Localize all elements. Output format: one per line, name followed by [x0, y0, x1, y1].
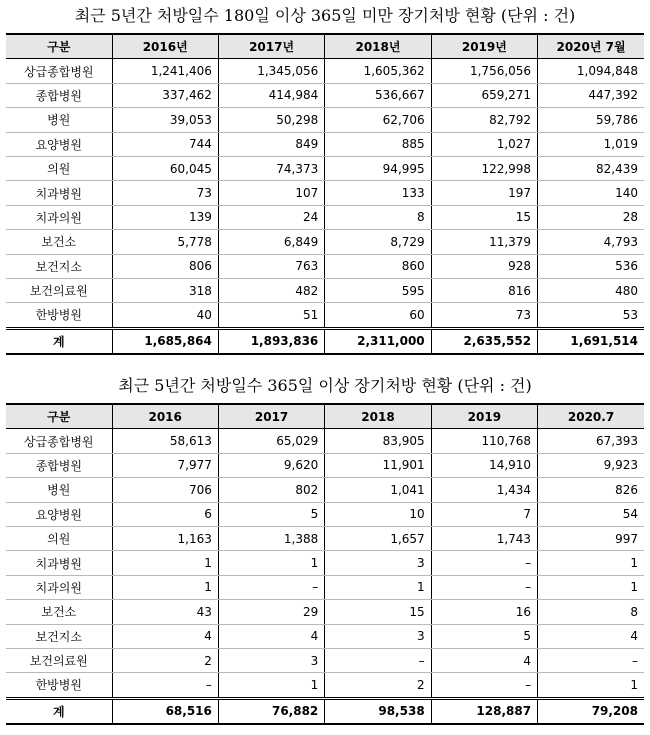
row-label: 병원 [6, 108, 112, 132]
row-label: 보건지소 [6, 624, 112, 648]
column-header: 2017년 [218, 34, 324, 59]
table-row [6, 278, 644, 302]
table-row [6, 132, 644, 156]
total-cell: 2,635,552 [431, 328, 537, 354]
row-label: 상급종합병원 [6, 59, 112, 83]
table1-title: 최근 5년간 처방일수 180일 이상 365일 미만 장기처방 현황 (단위 : 건) [74, 6, 576, 25]
table-cell: 16 [431, 600, 537, 624]
row-label: 의원 [6, 526, 112, 550]
total-cell: 76,882 [218, 698, 324, 724]
table-cell: 140 [538, 181, 644, 205]
table-row [6, 59, 644, 83]
row-label: 보건의료원 [6, 278, 112, 302]
table-cell: 82,439 [538, 156, 644, 180]
table-cell: 6,849 [218, 230, 324, 254]
table-cell: 885 [325, 132, 431, 156]
row-label: 병원 [6, 478, 112, 502]
table-cell: 1,019 [538, 132, 644, 156]
table-cell: 659,271 [431, 83, 537, 107]
table-cell: 1 [538, 575, 644, 599]
table-cell: 1,094,848 [538, 59, 644, 83]
table-cell: 1,605,362 [325, 59, 431, 83]
total-row [6, 698, 644, 724]
row-label: 의원 [6, 156, 112, 180]
table-cell: 15 [325, 600, 431, 624]
table-cell: 67,393 [538, 429, 644, 453]
table-cell: 1,434 [431, 478, 537, 502]
table-cell: 9,923 [538, 453, 644, 477]
table-row [6, 624, 644, 648]
table-cell: 73 [112, 181, 218, 205]
table-cell: – [431, 551, 537, 575]
table-row [6, 551, 644, 575]
table-cell: 29 [218, 600, 324, 624]
row-label: 보건소 [6, 230, 112, 254]
table-cell: 65,029 [218, 429, 324, 453]
table-cell: 763 [218, 254, 324, 278]
table-cell: 197 [431, 181, 537, 205]
table-cell: 74,373 [218, 156, 324, 180]
table-cell: 139 [112, 205, 218, 229]
table-row [6, 502, 644, 526]
row-label: 보건소 [6, 600, 112, 624]
column-header: 2016년 [112, 34, 218, 59]
column-header: 2020.7 [538, 404, 644, 429]
table-row [6, 181, 644, 205]
table-cell: 1,163 [112, 526, 218, 550]
column-header: 2019년 [431, 34, 537, 59]
table-cell: 39,053 [112, 108, 218, 132]
row-label: 종합병원 [6, 453, 112, 477]
table-cell: 15 [431, 205, 537, 229]
column-header: 2018 [325, 404, 431, 429]
table-cell: 1,756,056 [431, 59, 537, 83]
table-cell: 59,786 [538, 108, 644, 132]
table-cell: 447,392 [538, 83, 644, 107]
table1 [6, 33, 644, 355]
table-cell: 3 [325, 551, 431, 575]
total-cell: 128,887 [431, 698, 537, 724]
table-cell: 826 [538, 478, 644, 502]
table-cell: 10 [325, 502, 431, 526]
total-cell: 98,538 [325, 698, 431, 724]
table-cell: 1,027 [431, 132, 537, 156]
row-label: 한방병원 [6, 673, 112, 698]
table-row [6, 600, 644, 624]
table-row [6, 648, 644, 672]
table-cell: 1 [218, 673, 324, 698]
table-cell: 11,901 [325, 453, 431, 477]
table-row [6, 575, 644, 599]
table-cell: 28 [538, 205, 644, 229]
table-cell: 94,995 [325, 156, 431, 180]
table-row [6, 303, 644, 328]
table-cell: 58,613 [112, 429, 218, 453]
column-header: 2019 [431, 404, 537, 429]
table-cell: 73 [431, 303, 537, 328]
table-cell: 8 [325, 205, 431, 229]
table-cell: 802 [218, 478, 324, 502]
table-cell: 4 [112, 624, 218, 648]
table-cell: 816 [431, 278, 537, 302]
table-cell: 1,388 [218, 526, 324, 550]
table-cell: 82,792 [431, 108, 537, 132]
table-cell: 595 [325, 278, 431, 302]
table-cell: 8,729 [325, 230, 431, 254]
table-cell: 6 [112, 502, 218, 526]
table2-title: 최근 5년간 처방일수 365일 이상 장기처방 현황 (단위 : 건) [118, 376, 532, 395]
row-label: 요양병원 [6, 132, 112, 156]
table-cell: 860 [325, 254, 431, 278]
table-cell: – [218, 575, 324, 599]
table-cell: 1 [112, 551, 218, 575]
row-label: 치과의원 [6, 205, 112, 229]
table-cell: 318 [112, 278, 218, 302]
table-cell: 706 [112, 478, 218, 502]
table-cell: 414,984 [218, 83, 324, 107]
table-row [6, 205, 644, 229]
table-cell: 2 [112, 648, 218, 672]
table-cell: 1 [112, 575, 218, 599]
table-cell: 2 [325, 673, 431, 698]
total-cell: 1,691,514 [538, 328, 644, 354]
table-cell: 536,667 [325, 83, 431, 107]
table-row [6, 453, 644, 477]
table-cell: 4 [218, 624, 324, 648]
table-cell: 40 [112, 303, 218, 328]
table-cell: 8 [538, 600, 644, 624]
table-cell: 480 [538, 278, 644, 302]
table-cell: 337,462 [112, 83, 218, 107]
table-cell: 54 [538, 502, 644, 526]
header-row [6, 34, 644, 59]
table-cell: 133 [325, 181, 431, 205]
table-row [6, 673, 644, 698]
total-cell: 1,685,864 [112, 328, 218, 354]
table-cell: 43 [112, 600, 218, 624]
table-cell: – [325, 648, 431, 672]
table-cell: 849 [218, 132, 324, 156]
table-cell: – [538, 648, 644, 672]
table-cell: 806 [112, 254, 218, 278]
row-label: 요양병원 [6, 502, 112, 526]
table-cell: 50,298 [218, 108, 324, 132]
total-cell: 68,516 [112, 698, 218, 724]
row-label: 상급종합병원 [6, 429, 112, 453]
column-header: 구분 [6, 34, 112, 59]
table-row [6, 156, 644, 180]
column-header: 2018년 [325, 34, 431, 59]
table-cell: – [431, 673, 537, 698]
table-row [6, 83, 644, 107]
table-cell: 1 [538, 551, 644, 575]
table-cell: 3 [325, 624, 431, 648]
header-row [6, 404, 644, 429]
table-cell: 1,743 [431, 526, 537, 550]
table-cell: 24 [218, 205, 324, 229]
row-label: 종합병원 [6, 83, 112, 107]
table-cell: 1 [325, 575, 431, 599]
table-cell: 9,620 [218, 453, 324, 477]
column-header: 구분 [6, 404, 112, 429]
table-cell: 1,041 [325, 478, 431, 502]
table-cell: 53 [538, 303, 644, 328]
table-cell: 51 [218, 303, 324, 328]
table-row [6, 526, 644, 550]
row-label: 한방병원 [6, 303, 112, 328]
table-cell: 482 [218, 278, 324, 302]
row-label: 보건의료원 [6, 648, 112, 672]
table-cell: 107 [218, 181, 324, 205]
total-row [6, 328, 644, 354]
table-cell: – [431, 575, 537, 599]
table-row [6, 429, 644, 453]
total-cell: 79,208 [538, 698, 644, 724]
table-cell: – [112, 673, 218, 698]
table-row [6, 254, 644, 278]
table-cell: 60 [325, 303, 431, 328]
table-cell: 7,977 [112, 453, 218, 477]
table-cell: 4 [538, 624, 644, 648]
table2 [6, 403, 644, 725]
table-cell: 1 [538, 673, 644, 698]
table-cell: 744 [112, 132, 218, 156]
table-cell: 536 [538, 254, 644, 278]
table-cell: 7 [431, 502, 537, 526]
table-cell: 928 [431, 254, 537, 278]
table-cell: 1,345,056 [218, 59, 324, 83]
table-cell: 110,768 [431, 429, 537, 453]
table-cell: 1 [218, 551, 324, 575]
row-label: 보건지소 [6, 254, 112, 278]
table-cell: 83,905 [325, 429, 431, 453]
table-cell: 5 [218, 502, 324, 526]
column-header: 2020년 7월 [538, 34, 644, 59]
row-label: 치과병원 [6, 551, 112, 575]
table-cell: 62,706 [325, 108, 431, 132]
table-cell: 14,910 [431, 453, 537, 477]
table-cell: 3 [218, 648, 324, 672]
total-label: 계 [6, 328, 112, 354]
table-cell: 5,778 [112, 230, 218, 254]
table-row [6, 108, 644, 132]
column-header: 2016 [112, 404, 218, 429]
total-label: 계 [6, 698, 112, 724]
table-cell: 11,379 [431, 230, 537, 254]
table-cell: 60,045 [112, 156, 218, 180]
table-cell: 1,657 [325, 526, 431, 550]
table-cell: 4 [431, 648, 537, 672]
column-header: 2017 [218, 404, 324, 429]
table-cell: 5 [431, 624, 537, 648]
total-cell: 2,311,000 [325, 328, 431, 354]
row-label: 치과의원 [6, 575, 112, 599]
table-row [6, 478, 644, 502]
table-cell: 4,793 [538, 230, 644, 254]
table-row [6, 230, 644, 254]
table-cell: 997 [538, 526, 644, 550]
row-label: 치과병원 [6, 181, 112, 205]
table-cell: 1,241,406 [112, 59, 218, 83]
table-cell: 122,998 [431, 156, 537, 180]
total-cell: 1,893,836 [218, 328, 324, 354]
